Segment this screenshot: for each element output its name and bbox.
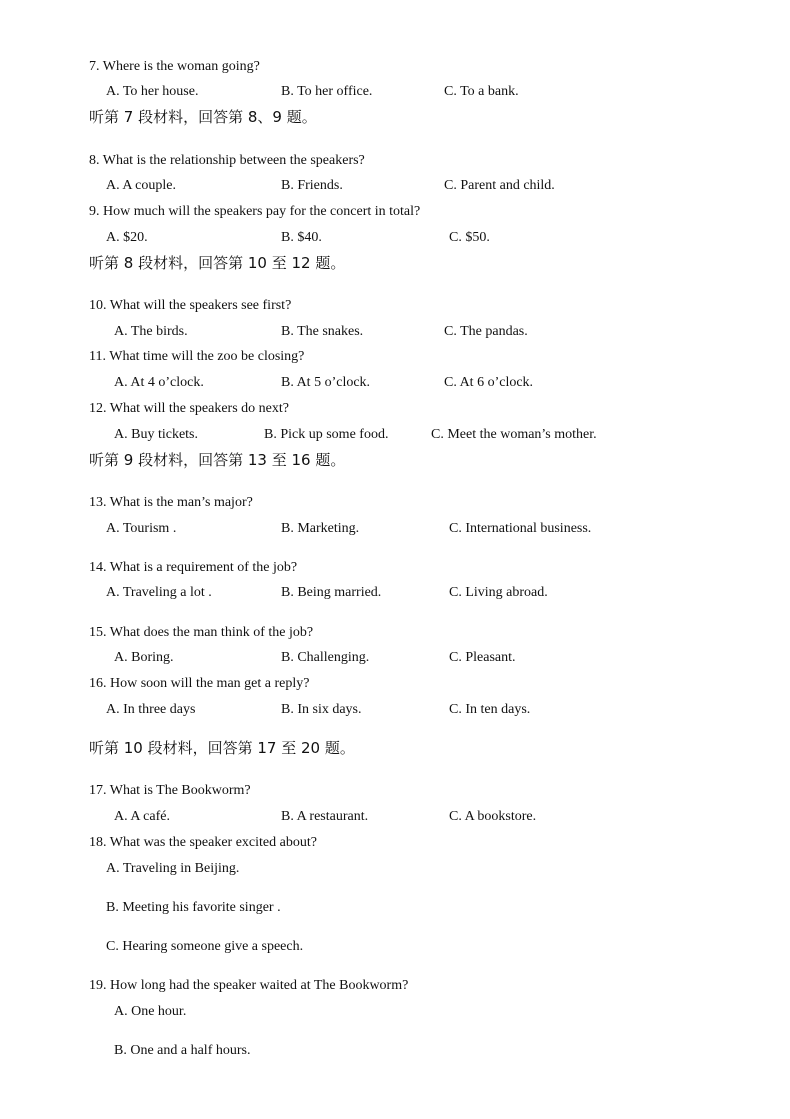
- q7-option-c: C. To a bank.: [444, 84, 519, 99]
- q19-option-b: B. One and a half hours.: [114, 1043, 251, 1058]
- question-13: 13. What is the man’s major?: [89, 495, 253, 510]
- q8-option-a: A. A couple.: [106, 178, 176, 193]
- q10-option-c: C. The pandas.: [444, 324, 528, 339]
- q18-option-c: C. Hearing someone give a speech.: [106, 939, 304, 954]
- q15-option-c: C. Pleasant.: [449, 650, 516, 665]
- section-heading-7: 听第 7 段材料，回答第 8、9 题。: [89, 108, 317, 126]
- question-9: 9. How much will the speakers pay for the concert in total?: [89, 204, 421, 219]
- q8-option-b: B. Friends.: [281, 178, 343, 193]
- q17-option-b: B. A restaurant.: [281, 809, 369, 824]
- q13-option-c: C. International business.: [449, 521, 592, 536]
- q7-option-b: B. To her office.: [281, 84, 373, 99]
- q14-option-a: A. Traveling a lot .: [106, 585, 212, 600]
- question-10: 10. What will the speakers see first?: [89, 298, 292, 313]
- question-19: 19. How long had the speaker waited at The Bookworm?: [89, 978, 409, 993]
- section-heading-9: 听第 9 段材料，回答第 13 至 16 题。: [89, 451, 346, 469]
- q15-option-b: B. Challenging.: [281, 650, 370, 665]
- question-7: 7. Where is the woman going?: [89, 59, 260, 74]
- q16-option-c: C. In ten days.: [449, 702, 531, 717]
- q9-option-a: A. $20.: [106, 230, 148, 245]
- q12-option-c: C. Meet the woman’s mother.: [431, 427, 597, 442]
- q9-option-b: B. $40.: [281, 230, 322, 245]
- section-heading-8: 听第 8 段材料，回答第 10 至 12 题。: [89, 254, 346, 272]
- question-12: 12. What will the speakers do next?: [89, 401, 289, 416]
- q13-option-a: A. Tourism .: [106, 521, 177, 536]
- q17-option-a: A. A café.: [114, 809, 170, 824]
- q18-option-a: A. Traveling in Beijing.: [106, 861, 240, 876]
- q11-option-c: C. At 6 o’clock.: [444, 375, 534, 390]
- q14-option-c: C. Living abroad.: [449, 585, 548, 600]
- question-15: 15. What does the man think of the job?: [89, 625, 314, 640]
- q9-option-c: C. $50.: [449, 230, 490, 245]
- q15-option-a: A. Boring.: [114, 650, 174, 665]
- q16-option-a: A. In three days: [106, 702, 196, 717]
- q12-option-a: A. Buy tickets.: [114, 427, 198, 442]
- q18-option-b: B. Meeting his favorite singer .: [106, 900, 281, 915]
- question-16: 16. How soon will the man get a reply?: [89, 676, 310, 691]
- q19-option-a: A. One hour.: [114, 1004, 187, 1019]
- section-heading-10: 听第 10 段材料，回答第 17 至 20 题。: [89, 739, 355, 757]
- question-17: 17. What is The Bookworm?: [89, 783, 251, 798]
- question-11: 11. What time will the zoo be closing?: [89, 349, 305, 364]
- q14-option-b: B. Being married.: [281, 585, 382, 600]
- question-8: 8. What is the relationship between the speakers?: [89, 153, 365, 168]
- q8-option-c: C. Parent and child.: [444, 178, 555, 193]
- question-18: 18. What was the speaker excited about?: [89, 835, 317, 850]
- q12-option-b: B. Pick up some food.: [264, 427, 389, 442]
- question-14: 14. What is a requirement of the job?: [89, 560, 298, 575]
- q7-option-a: A. To her house.: [106, 84, 199, 99]
- q11-option-b: B. At 5 o’clock.: [281, 375, 371, 390]
- q16-option-b: B. In six days.: [281, 702, 362, 717]
- q10-option-b: B. The snakes.: [281, 324, 364, 339]
- q17-option-c: C. A bookstore.: [449, 809, 537, 824]
- q11-option-a: A. At 4 o’clock.: [114, 375, 204, 390]
- q13-option-b: B. Marketing.: [281, 521, 360, 536]
- q10-option-a: A. The birds.: [114, 324, 188, 339]
